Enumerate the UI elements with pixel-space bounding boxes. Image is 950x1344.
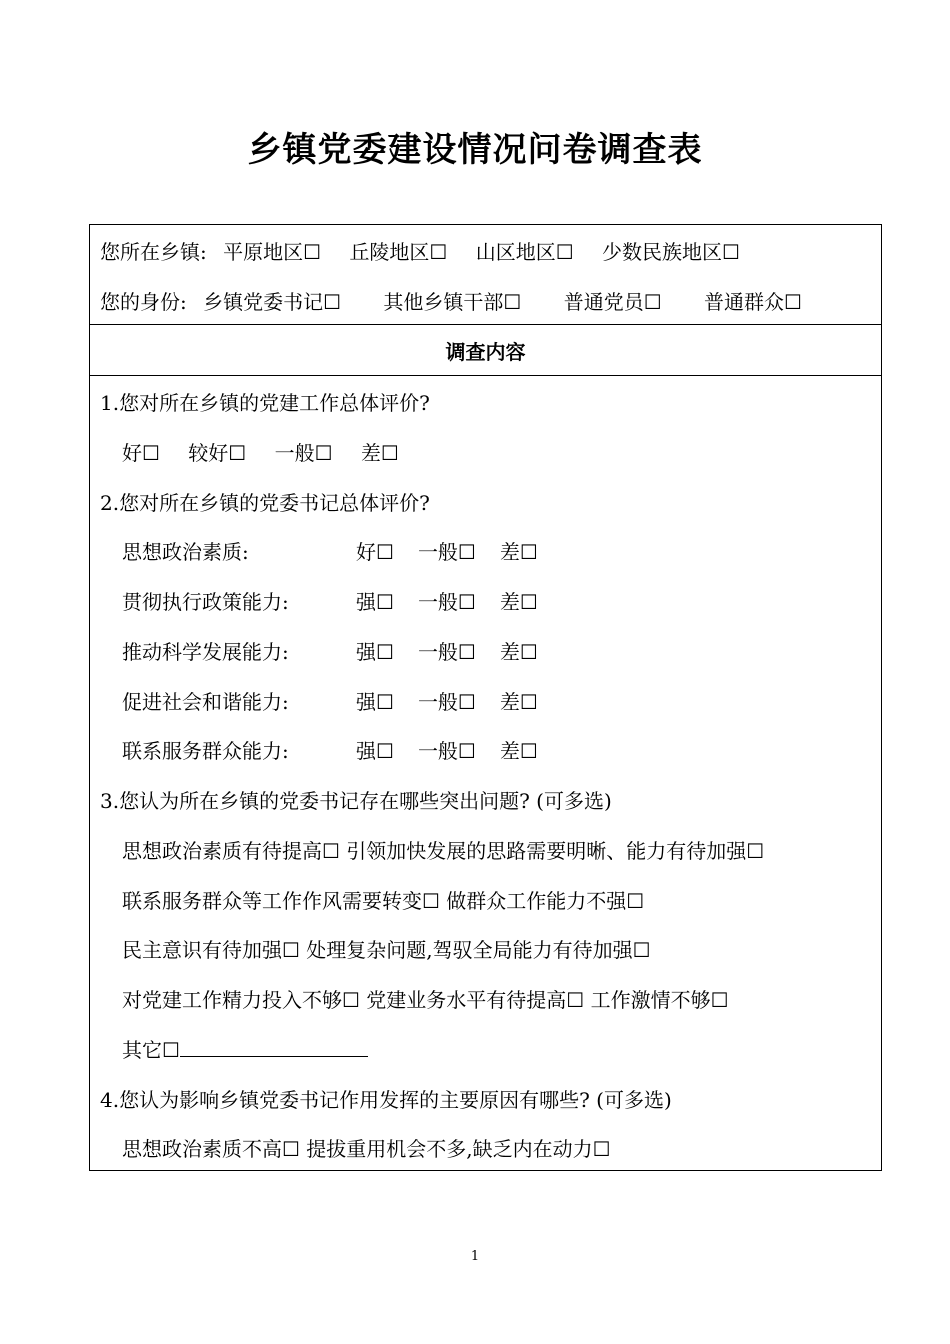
divider bbox=[90, 375, 881, 376]
q2-row bbox=[122, 638, 562, 666]
q2-row bbox=[122, 588, 562, 616]
q3-option-line[interactable]: 民主意识有待加强☐ 处理复杂问题,驾驭全局能力有待加强☐ bbox=[122, 938, 651, 962]
q2-option[interactable]: 好☐ bbox=[356, 540, 394, 564]
q3-option-other[interactable]: 其它☐ bbox=[122, 1038, 180, 1062]
question-4: 4.您认为影响乡镇党委书记作用发挥的主要原因有哪些? (可多选) bbox=[100, 1088, 672, 1112]
page-number: 1 bbox=[470, 1249, 480, 1264]
identity-option-public[interactable]: 普通群众☐ bbox=[704, 290, 802, 314]
q1-option-good[interactable]: 好☐ bbox=[122, 441, 160, 465]
section-title: 调查内容 bbox=[445, 340, 526, 364]
identity-option-cadre[interactable]: 其他乡镇干部☐ bbox=[383, 290, 522, 314]
q3-other-line bbox=[122, 1036, 368, 1064]
q2-row bbox=[122, 737, 562, 765]
identity-label: 您的身份: bbox=[100, 290, 187, 314]
q2-row bbox=[122, 538, 562, 566]
identity-row bbox=[100, 288, 824, 316]
q2-row-label: 贯彻执行政策能力: bbox=[122, 590, 289, 614]
question-2: 2.您对所在乡镇的党委书记总体评价? bbox=[100, 491, 430, 515]
location-option-hills[interactable]: 丘陵地区☐ bbox=[349, 240, 448, 264]
document-title: 乡镇党委建设情况问卷调查表 bbox=[247, 130, 703, 170]
q2-option[interactable]: 一般☐ bbox=[417, 690, 476, 714]
q1-option-poor[interactable]: 差☐ bbox=[360, 441, 399, 465]
q2-option[interactable]: 强☐ bbox=[356, 590, 394, 614]
location-label: 您所在乡镇: bbox=[100, 240, 207, 264]
identity-option-member[interactable]: 普通党员☐ bbox=[563, 290, 662, 314]
survey-table bbox=[89, 224, 882, 1171]
q2-row-label: 促进社会和谐能力: bbox=[122, 690, 289, 714]
q3-option-line[interactable]: 对党建工作精力投入不够☐ 党建业务水平有待提高☐ 工作激情不够☐ bbox=[122, 988, 729, 1012]
question-1: 1.您对所在乡镇的党建工作总体评价? bbox=[100, 391, 430, 415]
q2-option[interactable]: 差☐ bbox=[499, 540, 538, 564]
q2-row-label: 思想政治素质: bbox=[122, 540, 249, 564]
q2-option[interactable]: 差☐ bbox=[499, 690, 538, 714]
q2-option[interactable]: 差☐ bbox=[499, 640, 538, 664]
location-option-mountain[interactable]: 山区地区☐ bbox=[475, 240, 574, 264]
location-option-minority[interactable]: 少数民族地区☐ bbox=[602, 240, 740, 264]
q2-option[interactable]: 一般☐ bbox=[417, 590, 476, 614]
q2-option[interactable]: 强☐ bbox=[356, 739, 394, 763]
q2-row-label: 联系服务群众能力: bbox=[122, 739, 289, 763]
location-row bbox=[100, 238, 762, 266]
q2-row bbox=[122, 688, 562, 716]
q2-option[interactable]: 一般☐ bbox=[417, 540, 476, 564]
other-fill-blank[interactable] bbox=[180, 1036, 368, 1057]
q2-option[interactable]: 强☐ bbox=[356, 690, 394, 714]
q2-option[interactable]: 差☐ bbox=[499, 590, 538, 614]
q4-option-line[interactable]: 思想政治素质不高☐ 提拔重用机会不多,缺乏内在动力☐ bbox=[122, 1137, 611, 1161]
q2-option[interactable]: 一般☐ bbox=[417, 640, 476, 664]
q1-option-fairly-good[interactable]: 较好☐ bbox=[188, 441, 247, 465]
question-3: 3.您认为所在乡镇的党委书记存在哪些突出问题? (可多选) bbox=[100, 789, 612, 813]
location-option-plain[interactable]: 平原地区☐ bbox=[223, 240, 322, 264]
q1-option-average[interactable]: 一般☐ bbox=[274, 441, 333, 465]
divider bbox=[90, 324, 881, 325]
q2-option[interactable]: 一般☐ bbox=[417, 739, 476, 763]
q3-option-line[interactable]: 联系服务群众等工作作风需要转变☐ 做群众工作能力不强☐ bbox=[122, 889, 645, 913]
identity-option-secretary[interactable]: 乡镇党委书记☐ bbox=[203, 290, 342, 314]
q2-option[interactable]: 差☐ bbox=[499, 739, 538, 763]
q2-option[interactable]: 强☐ bbox=[356, 640, 394, 664]
q2-row-label: 推动科学发展能力: bbox=[122, 640, 289, 664]
q3-option-line[interactable]: 思想政治素质有待提高☐ 引领加快发展的思路需要明晰、能力有待加强☐ bbox=[122, 839, 765, 863]
question-1-options bbox=[122, 439, 421, 467]
